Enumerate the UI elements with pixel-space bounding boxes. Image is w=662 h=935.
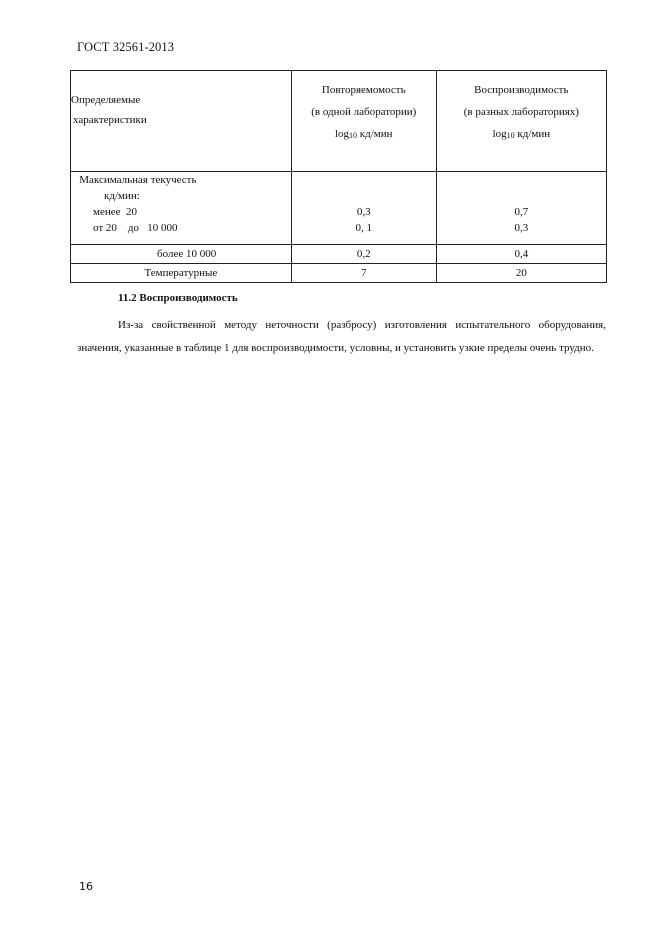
melt-flow-repeatability-cell bbox=[291, 172, 436, 245]
melt-flow-line-4: от 20 до 10 000 bbox=[71, 222, 178, 234]
melt-flow-line-3: менее 20 bbox=[71, 206, 137, 218]
precision-table bbox=[70, 70, 607, 283]
table-header-row bbox=[71, 71, 607, 172]
more-10000-repeatability: 0,2 bbox=[291, 245, 436, 264]
header-reproducibility-unit: log10 кд/мин bbox=[492, 128, 551, 140]
more-10000-reproducibility: 0,4 bbox=[436, 245, 606, 264]
table-row-melt-flow bbox=[71, 172, 607, 245]
header-reproducibility-cell bbox=[436, 71, 606, 172]
page-number: 16 bbox=[79, 880, 93, 893]
reproducibility-value-20-10000: 0,3 bbox=[514, 222, 529, 234]
temperature-label: Температурные bbox=[71, 264, 292, 283]
header-repeatability-subtitle: (в одной лаборатории) bbox=[311, 106, 417, 118]
melt-flow-label-cell bbox=[71, 172, 292, 245]
section-body-paragraph: Из-за свойственной методу неточности (разбросу) изготовления испытательного оборудования, значения, указанные в таблице 1 для воспроизводимости, условны, и установить узкие пределы очень трудно. bbox=[77, 319, 606, 354]
section-heading: 11.2 Воспроизводимость bbox=[118, 292, 238, 304]
document-code-header: ГОСТ 32561-2013 bbox=[77, 40, 175, 54]
table-row-temperature bbox=[71, 264, 607, 283]
header-characteristics-cell bbox=[71, 71, 292, 172]
temperature-reproducibility: 20 bbox=[436, 264, 606, 283]
melt-flow-line-1: Максимальная текучесть bbox=[71, 174, 197, 186]
header-repeatability-cell bbox=[291, 71, 436, 172]
temperature-repeatability: 7 bbox=[291, 264, 436, 283]
header-repeatability-title: Повторяемомость bbox=[321, 84, 406, 96]
reproducibility-value-lt20: 0,7 bbox=[514, 206, 529, 218]
repeatability-value-20-10000: 0, 1 bbox=[355, 222, 372, 234]
header-repeatability-unit: log10 кд/мин bbox=[334, 128, 393, 140]
header-characteristics-line-2: характеристики bbox=[73, 114, 147, 126]
melt-flow-line-2: кд/мин: bbox=[71, 190, 140, 202]
melt-flow-reproducibility-cell bbox=[436, 172, 606, 245]
more-10000-label: более 10 000 bbox=[71, 245, 292, 264]
header-reproducibility-title: Воспроизводимость bbox=[474, 84, 569, 96]
repeatability-value-lt20: 0,3 bbox=[356, 206, 371, 218]
table-row-more-10000 bbox=[71, 245, 607, 264]
header-characteristics-line-1: Определяемые bbox=[71, 94, 141, 106]
header-reproducibility-subtitle: (в разных лабораториях) bbox=[463, 106, 579, 118]
